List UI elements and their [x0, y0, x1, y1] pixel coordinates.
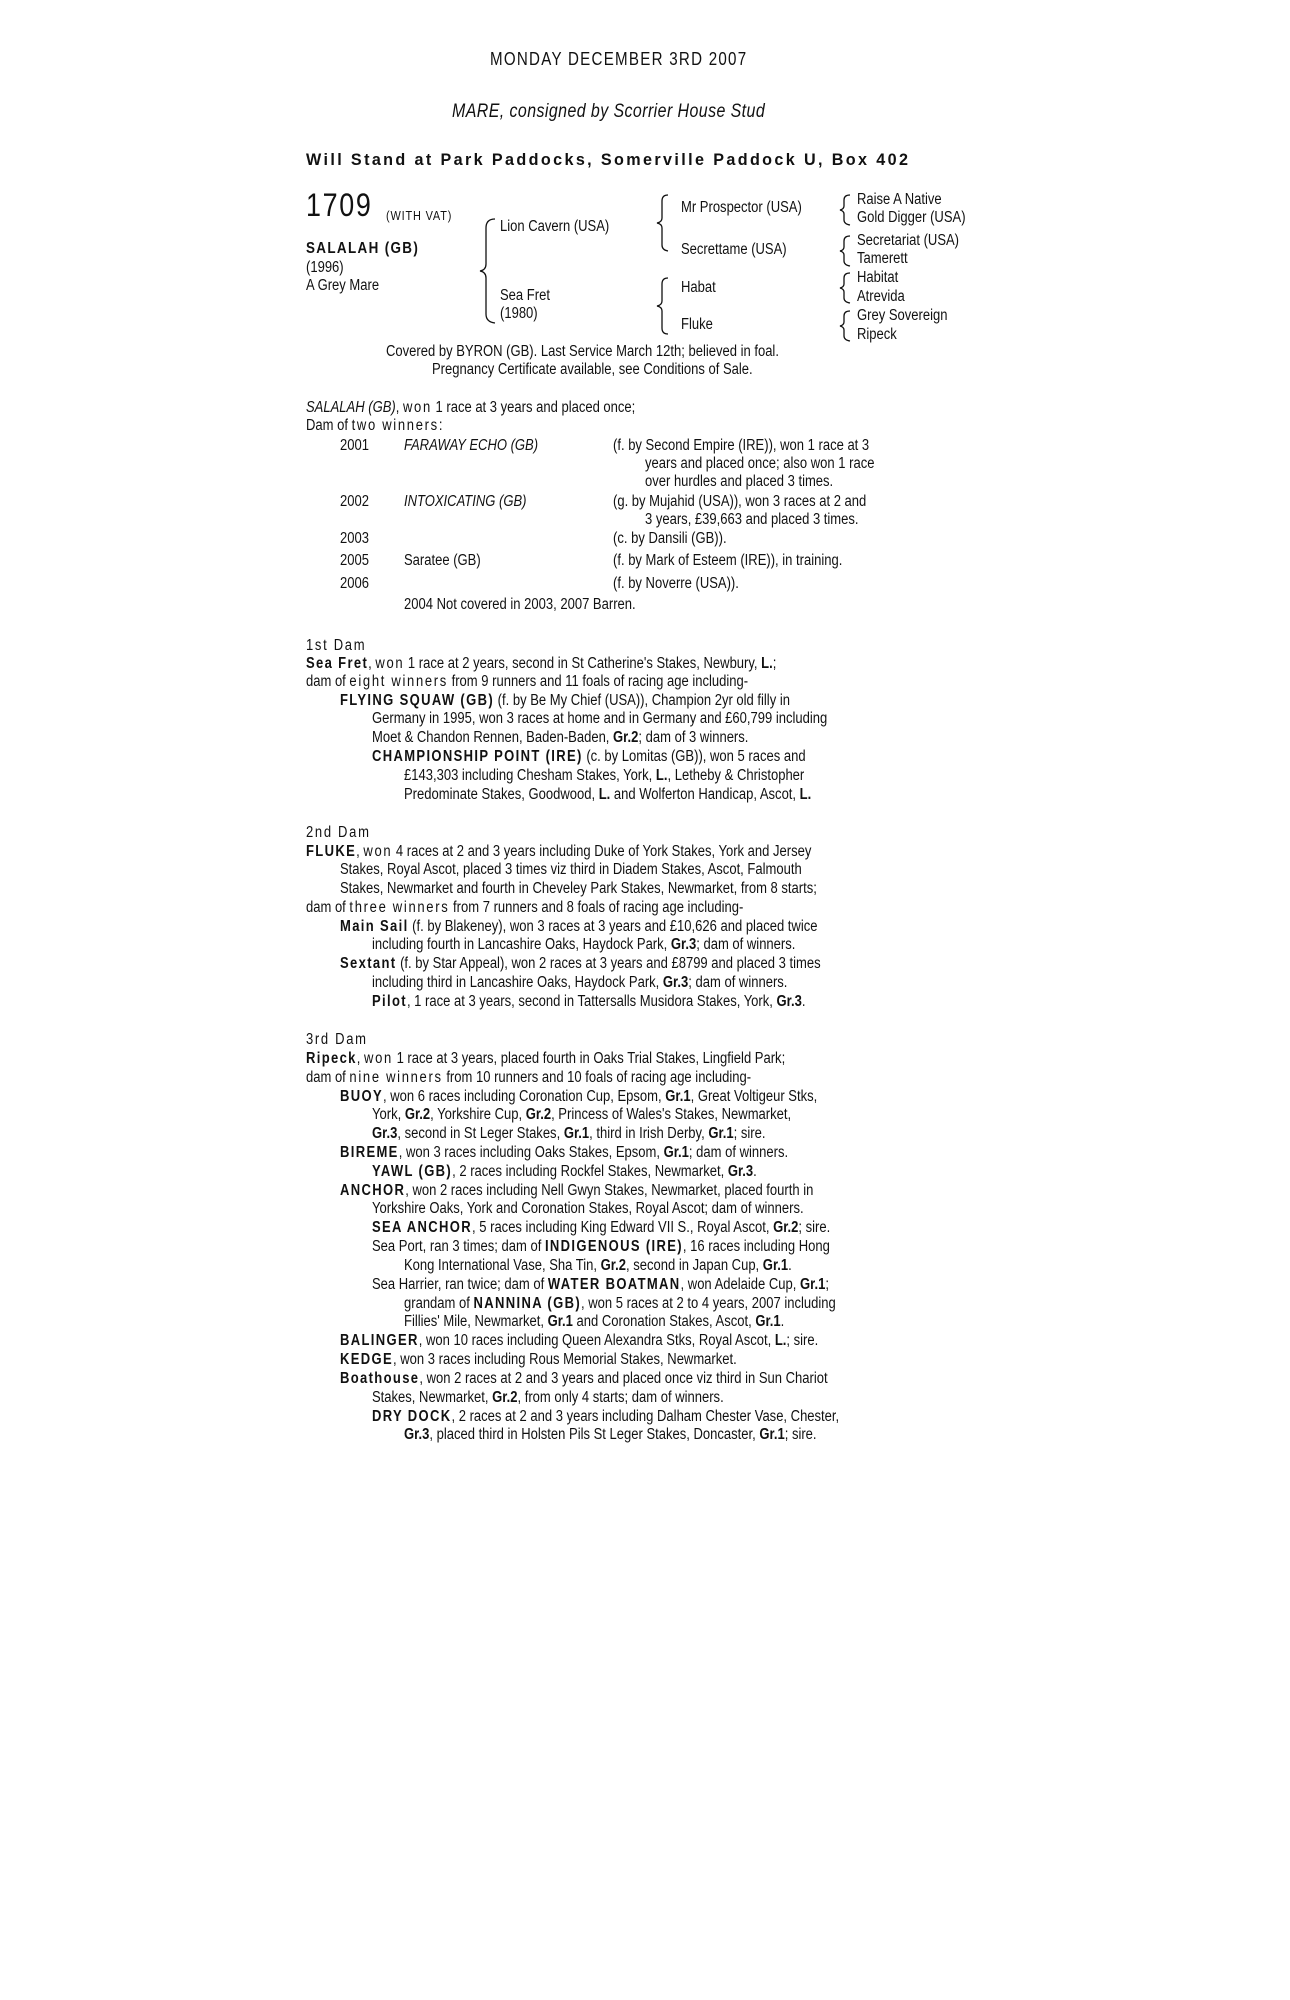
produce-name-2002: INTOXICATING (GB) — [404, 493, 527, 510]
second-dam-produce: including third in Lancashire Oaks, Haydock Park, Gr.3; dam of winners. — [372, 974, 788, 991]
pedigree-dds: Grey Sovereign — [857, 307, 948, 324]
pedigree-dss: Habitat — [857, 269, 899, 286]
lot-number: 1709 — [306, 187, 373, 223]
pedigree-sire-dam: Secrettame (USA) — [681, 241, 787, 258]
third-dam-line: Ripeck, won 1 race at 3 years, placed fourth in Oaks Trial Stakes, Lingfield Park; — [306, 1050, 786, 1067]
pedigree-dam-year: (1980) — [500, 305, 538, 322]
third-dam-heading: 3rd Dam — [306, 1031, 368, 1048]
third-dam-produce: Stakes, Newmarket, Gr.2, from only 4 starts; dam of winners. — [372, 1389, 724, 1406]
produce-detail: (f. by Mark of Esteem (IRE)), in training. — [613, 552, 843, 569]
covered-line-1: Covered by BYRON (GB). Last Service March 12th; believed in foal. — [386, 343, 779, 360]
third-dam-produce: KEDGE, won 3 races including Rous Memorial Stakes, Newmarket. — [340, 1351, 737, 1368]
pedigree-sire: Lion Cavern (USA) — [500, 218, 610, 235]
third-dam-produce: Fillies' Mile, Newmarket, Gr.1 and Coronation Stakes, Ascot, Gr.1. — [404, 1313, 785, 1330]
third-dam-produce: grandam of NANNINA (GB), won 5 races at 2 to 4 years, 2007 including — [404, 1295, 836, 1312]
third-dam-produce: BUOY, won 6 races including Coronation Cup, Epsom, Gr.1, Great Voltigeur Stks, — [340, 1088, 818, 1105]
first-dam-heading: 1st Dam — [306, 637, 367, 654]
second-dam-produce: including fourth in Lancashire Oaks, Haydock Park, Gr.3; dam of winners. — [372, 936, 796, 953]
horse-name: SALALAH (GB) — [306, 240, 420, 257]
first-dam-produce: Germany in 1995, won 3 races at home and in Germany and £60,799 including — [372, 710, 828, 727]
second-dam-line: dam of three winners from 7 runners and 8 foals of racing age including- — [306, 899, 744, 916]
third-dam-produce: BALINGER, won 10 races including Queen Alexandra Stks, Royal Ascot, L.; sire. — [340, 1332, 819, 1349]
second-dam-produce: Sextant (f. by Star Appeal), won 2 races at 3 years and £8799 and placed 3 times — [340, 955, 821, 972]
produce-year-2005: 2005 — [340, 552, 369, 569]
produce-name-2005: Saratee (GB) — [404, 552, 481, 569]
second-dam-line: FLUKE, won 4 races at 2 and 3 years including Duke of York Stakes, York and Jersey — [306, 843, 812, 860]
produce-year-2006: 2006 — [340, 575, 369, 592]
third-dam-produce: York, Gr.2, Yorkshire Cup, Gr.2, Princess of Wales's Stakes, Newmarket, — [372, 1106, 792, 1123]
third-dam-produce: YAWL (GB), 2 races including Rockfel Stakes, Newmarket, Gr.3. — [372, 1163, 757, 1180]
produce-detail: (c. by Dansili (GB)). — [613, 530, 727, 547]
covered-line-2: Pregnancy Certificate available, see Conditions of Sale. — [432, 361, 753, 378]
horse-foaled: (1996) — [306, 259, 344, 276]
stabling-location: Will Stand at Park Paddocks, Somerville Paddock U, Box 402 — [306, 150, 911, 169]
third-dam-produce: Kong International Vase, Sha Tin, Gr.2, second in Japan Cup, Gr.1. — [404, 1257, 792, 1274]
produce-intro: SALALAH (GB), won 1 race at 3 years and placed once; — [306, 399, 636, 416]
third-dam-produce: SEA ANCHOR, 5 races including King Edward VII S., Royal Ascot, Gr.2; sire. — [372, 1219, 831, 1236]
second-dam-line: Stakes, Royal Ascot, placed 3 times viz third in Diadem Stakes, Ascot, Falmouth — [340, 861, 802, 878]
third-dam-produce: ANCHOR, won 2 races including Nell Gwyn Stakes, Newmarket, placed fourth in — [340, 1182, 814, 1199]
consignor-line: MARE, consigned by Scorrier House Stud — [452, 101, 766, 122]
pedigree-sss: Raise A Native — [857, 191, 942, 208]
pedigree-dam: Sea Fret — [500, 287, 550, 304]
third-dam-produce: Yorkshire Oaks, York and Coronation Stakes, Royal Ascot; dam of winners. — [372, 1200, 804, 1217]
first-dam-produce: CHAMPIONSHIP POINT (IRE) (c. by Lomitas (GB)), won 5 races and — [372, 748, 806, 765]
third-dam-produce: Boathouse, won 2 races at 2 and 3 years and placed once viz third in Sun Chariot — [340, 1370, 828, 1387]
pedigree-dsd: Atrevida — [857, 288, 905, 305]
pedigree-sire-sire: Mr Prospector (USA) — [681, 199, 802, 216]
third-dam-produce: DRY DOCK, 2 races at 2 and 3 years including Dalham Chester Vase, Chester, — [372, 1408, 840, 1425]
third-dam-produce: Sea Port, ran 3 times; dam of INDIGENOUS (IRE), 16 races including Hong — [372, 1238, 830, 1255]
third-dam-produce: Gr.3, second in St Leger Stakes, Gr.1, third in Irish Derby, Gr.1; sire. — [372, 1125, 766, 1142]
first-dam-produce: Predominate Stakes, Goodwood, L. and Wolferton Handicap, Ascot, L. — [404, 786, 812, 803]
second-dam-heading: 2nd Dam — [306, 824, 371, 841]
horse-description: A Grey Mare — [306, 277, 380, 294]
pedigree-dam-dam: Fluke — [681, 316, 713, 333]
produce-detail: (f. by Second Empire (IRE)), won 1 race at 3 — [613, 437, 870, 454]
third-dam-produce: Gr.3, placed third in Holsten Pils St Leger Stakes, Doncaster, Gr.1; sire. — [404, 1426, 817, 1443]
pedigree-sdd: Tamerett — [857, 250, 908, 267]
second-dam-line: Stakes, Newmarket and fourth in Cheveley Park Stakes, Newmarket, from 8 starts; — [340, 880, 817, 897]
first-dam-produce: Moet & Chandon Rennen, Baden-Baden, Gr.2; dam of 3 winners. — [372, 729, 749, 746]
produce-detail: years and placed once; also won 1 race — [645, 455, 875, 472]
sale-date: MONDAY DECEMBER 3RD 2007 — [490, 49, 748, 69]
pedigree-ddd: Ripeck — [857, 326, 897, 343]
first-dam-produce: FLYING SQUAW (GB) (f. by Be My Chief (USA)), Champion 2yr old filly in — [340, 692, 790, 709]
third-dam-produce: Sea Harrier, ran twice; dam of WATER BOATMAN, won Adelaide Cup, Gr.1; — [372, 1276, 829, 1293]
produce-name-2001: FARAWAY ECHO (GB) — [404, 437, 539, 454]
produce-year-2003: 2003 — [340, 530, 369, 547]
second-dam-produce: Main Sail (f. by Blakeney), won 3 races at 3 years and £10,626 and placed twice — [340, 918, 818, 935]
produce-detail: (f. by Noverre (USA)). — [613, 575, 739, 592]
produce-year-2001: 2001 — [340, 437, 369, 454]
pedigree-ssd: Gold Digger (USA) — [857, 209, 966, 226]
produce-detail: 3 years, £39,663 and placed 3 times. — [645, 511, 859, 528]
first-dam-line-1: Sea Fret, won 1 race at 2 years, second in St Catherine's Stakes, Newbury, L.; — [306, 655, 777, 672]
produce-dam-of: Dam of two winners: — [306, 417, 445, 434]
third-dam-produce: BIREME, won 3 races including Oaks Stakes, Epsom, Gr.1; dam of winners. — [340, 1144, 789, 1161]
vat-note: (WITH VAT) — [386, 208, 453, 223]
pedigree-dam-sire: Habat — [681, 279, 716, 296]
produce-year-2002: 2002 — [340, 493, 369, 510]
produce-detail: over hurdles and placed 3 times. — [645, 473, 834, 490]
pedigree-sds: Secretariat (USA) — [857, 232, 960, 249]
pedigree-braces — [0, 0, 1290, 360]
produce-detail: (g. by Mujahid (USA)), won 3 races at 2 and — [613, 493, 867, 510]
produce-note: 2004 Not covered in 2003, 2007 Barren. — [404, 596, 636, 613]
first-dam-line-2: dam of eight winners from 9 runners and 11 foals of racing age including- — [306, 673, 749, 690]
first-dam-produce: £143,303 including Chesham Stakes, York, L., Letheby & Christopher — [404, 767, 805, 784]
second-dam-produce: Pilot, 1 race at 3 years, second in Tattersalls Musidora Stakes, York, Gr.3. — [372, 993, 806, 1010]
third-dam-line: dam of nine winners from 10 runners and 10 foals of racing age including- — [306, 1069, 752, 1086]
